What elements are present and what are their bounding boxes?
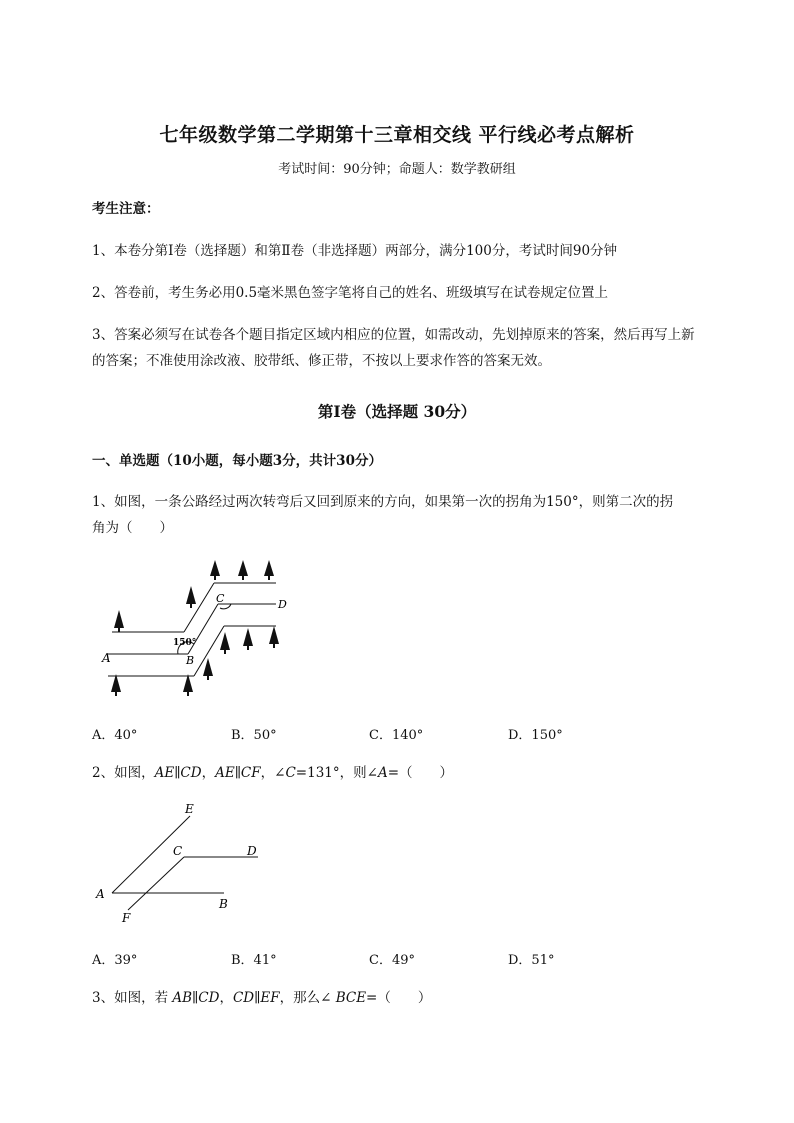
q2-option-c[interactable]: C．49°	[369, 953, 415, 968]
tree-icon	[220, 632, 230, 654]
tree-icon	[243, 628, 253, 650]
q1-option-b[interactable]: B．50°	[231, 728, 277, 743]
notice-item-3	[92, 322, 742, 374]
question-2-condition-2: AE∥CF	[215, 765, 261, 781]
notice-item-2: 2、答卷前，考生务必用0.5毫米黑色签字笔将自己的姓名、班级填写在试卷规定位置上	[92, 285, 609, 301]
question-2	[92, 760, 742, 786]
point-label-b: B	[219, 897, 228, 911]
q2-option-a[interactable]: A．39°	[92, 953, 138, 968]
question-2-angle-value: =131°，则∠	[295, 765, 378, 781]
notice-heading: 考生注意：	[92, 201, 160, 217]
question-3-angle-symbol: ，那么∠	[279, 990, 336, 1006]
question-2-condition-1: AE∥CD	[154, 765, 202, 781]
notice-item-3-line-2: 的答案；不准使用涂改液、胶带纸、修正带，不按以上要求作答的答案无效。	[92, 353, 551, 369]
tree-icon	[264, 560, 274, 580]
question-1-figure	[98, 556, 298, 706]
question-3-suffix: =（ ）	[366, 990, 432, 1006]
notice-item-3-line-1: 3、答案必须写在试卷各个题目指定区域内相应的位置，如需改动，先划掉原来的答案，然后再写上新	[92, 327, 695, 343]
point-label-c: C	[173, 844, 183, 858]
tree-icon	[186, 586, 196, 608]
point-label-d: D	[278, 598, 287, 611]
question-3-target: BCE	[335, 990, 367, 1006]
q2-option-b[interactable]: B．41°	[231, 953, 277, 968]
page-title: 七年级数学第二学期第十三章相交线 平行线必考点解析	[159, 124, 635, 146]
question-3-condition-2: CD∥EF	[232, 990, 280, 1006]
q1-option-d[interactable]: D．150°	[508, 728, 563, 743]
point-label-c: C	[216, 592, 225, 605]
point-label-e: E	[185, 802, 194, 816]
angle-label: 150°	[173, 638, 197, 648]
notice-item-1: 1、本卷分第Ⅰ卷（选择题）和第Ⅱ卷（非选择题）两部分，满分100分，考试时间90分钟	[92, 243, 618, 259]
question-3-prefix: 3、如图，若	[92, 990, 173, 1006]
tree-icon	[183, 674, 193, 696]
q1-option-c[interactable]: C．140°	[369, 728, 424, 743]
q2-option-d[interactable]: D．51°	[508, 953, 555, 968]
question-3	[92, 985, 742, 1011]
exam-info: 考试时间：90分钟；命题人：数学教研组	[278, 162, 516, 177]
question-2-target: A	[377, 765, 388, 781]
point-label-a: A	[96, 887, 105, 901]
tree-icon	[114, 610, 124, 632]
question-2-angle-symbol: ，∠	[260, 765, 286, 781]
question-1-line-1: 1、如图，一条公路经过两次转弯后又回到原来的方向，如果第一次的拐角为150°，则第二次的拐	[92, 494, 674, 510]
question-2-prefix: 2、如图，	[92, 765, 155, 781]
question-1	[92, 489, 742, 541]
tree-icon	[269, 626, 279, 648]
question-3-condition-1: AB∥CD	[172, 990, 220, 1006]
q1-option-a[interactable]: A．40°	[92, 728, 138, 743]
point-label-b: B	[186, 654, 195, 667]
question-1-line-2: 角为（ ）	[92, 520, 173, 536]
question-2-separator: ，	[201, 765, 216, 781]
section-title: 第Ⅰ卷（选择题 30分）	[317, 402, 477, 421]
question-2-figure	[90, 800, 270, 930]
point-label-f: F	[122, 911, 131, 925]
tree-icon	[111, 674, 121, 696]
tree-icon	[210, 560, 220, 580]
tree-icon	[238, 560, 248, 580]
point-label-d: D	[247, 844, 257, 858]
tree-icon	[203, 658, 213, 680]
point-label-a: A	[102, 651, 111, 665]
question-3-separator: ，	[219, 990, 233, 1006]
question-2-angle-name: C	[285, 765, 296, 781]
part-heading: 一、单选题（10小题，每小题3分，共计30分）	[92, 453, 382, 469]
question-2-suffix: =（ ）	[387, 765, 453, 781]
